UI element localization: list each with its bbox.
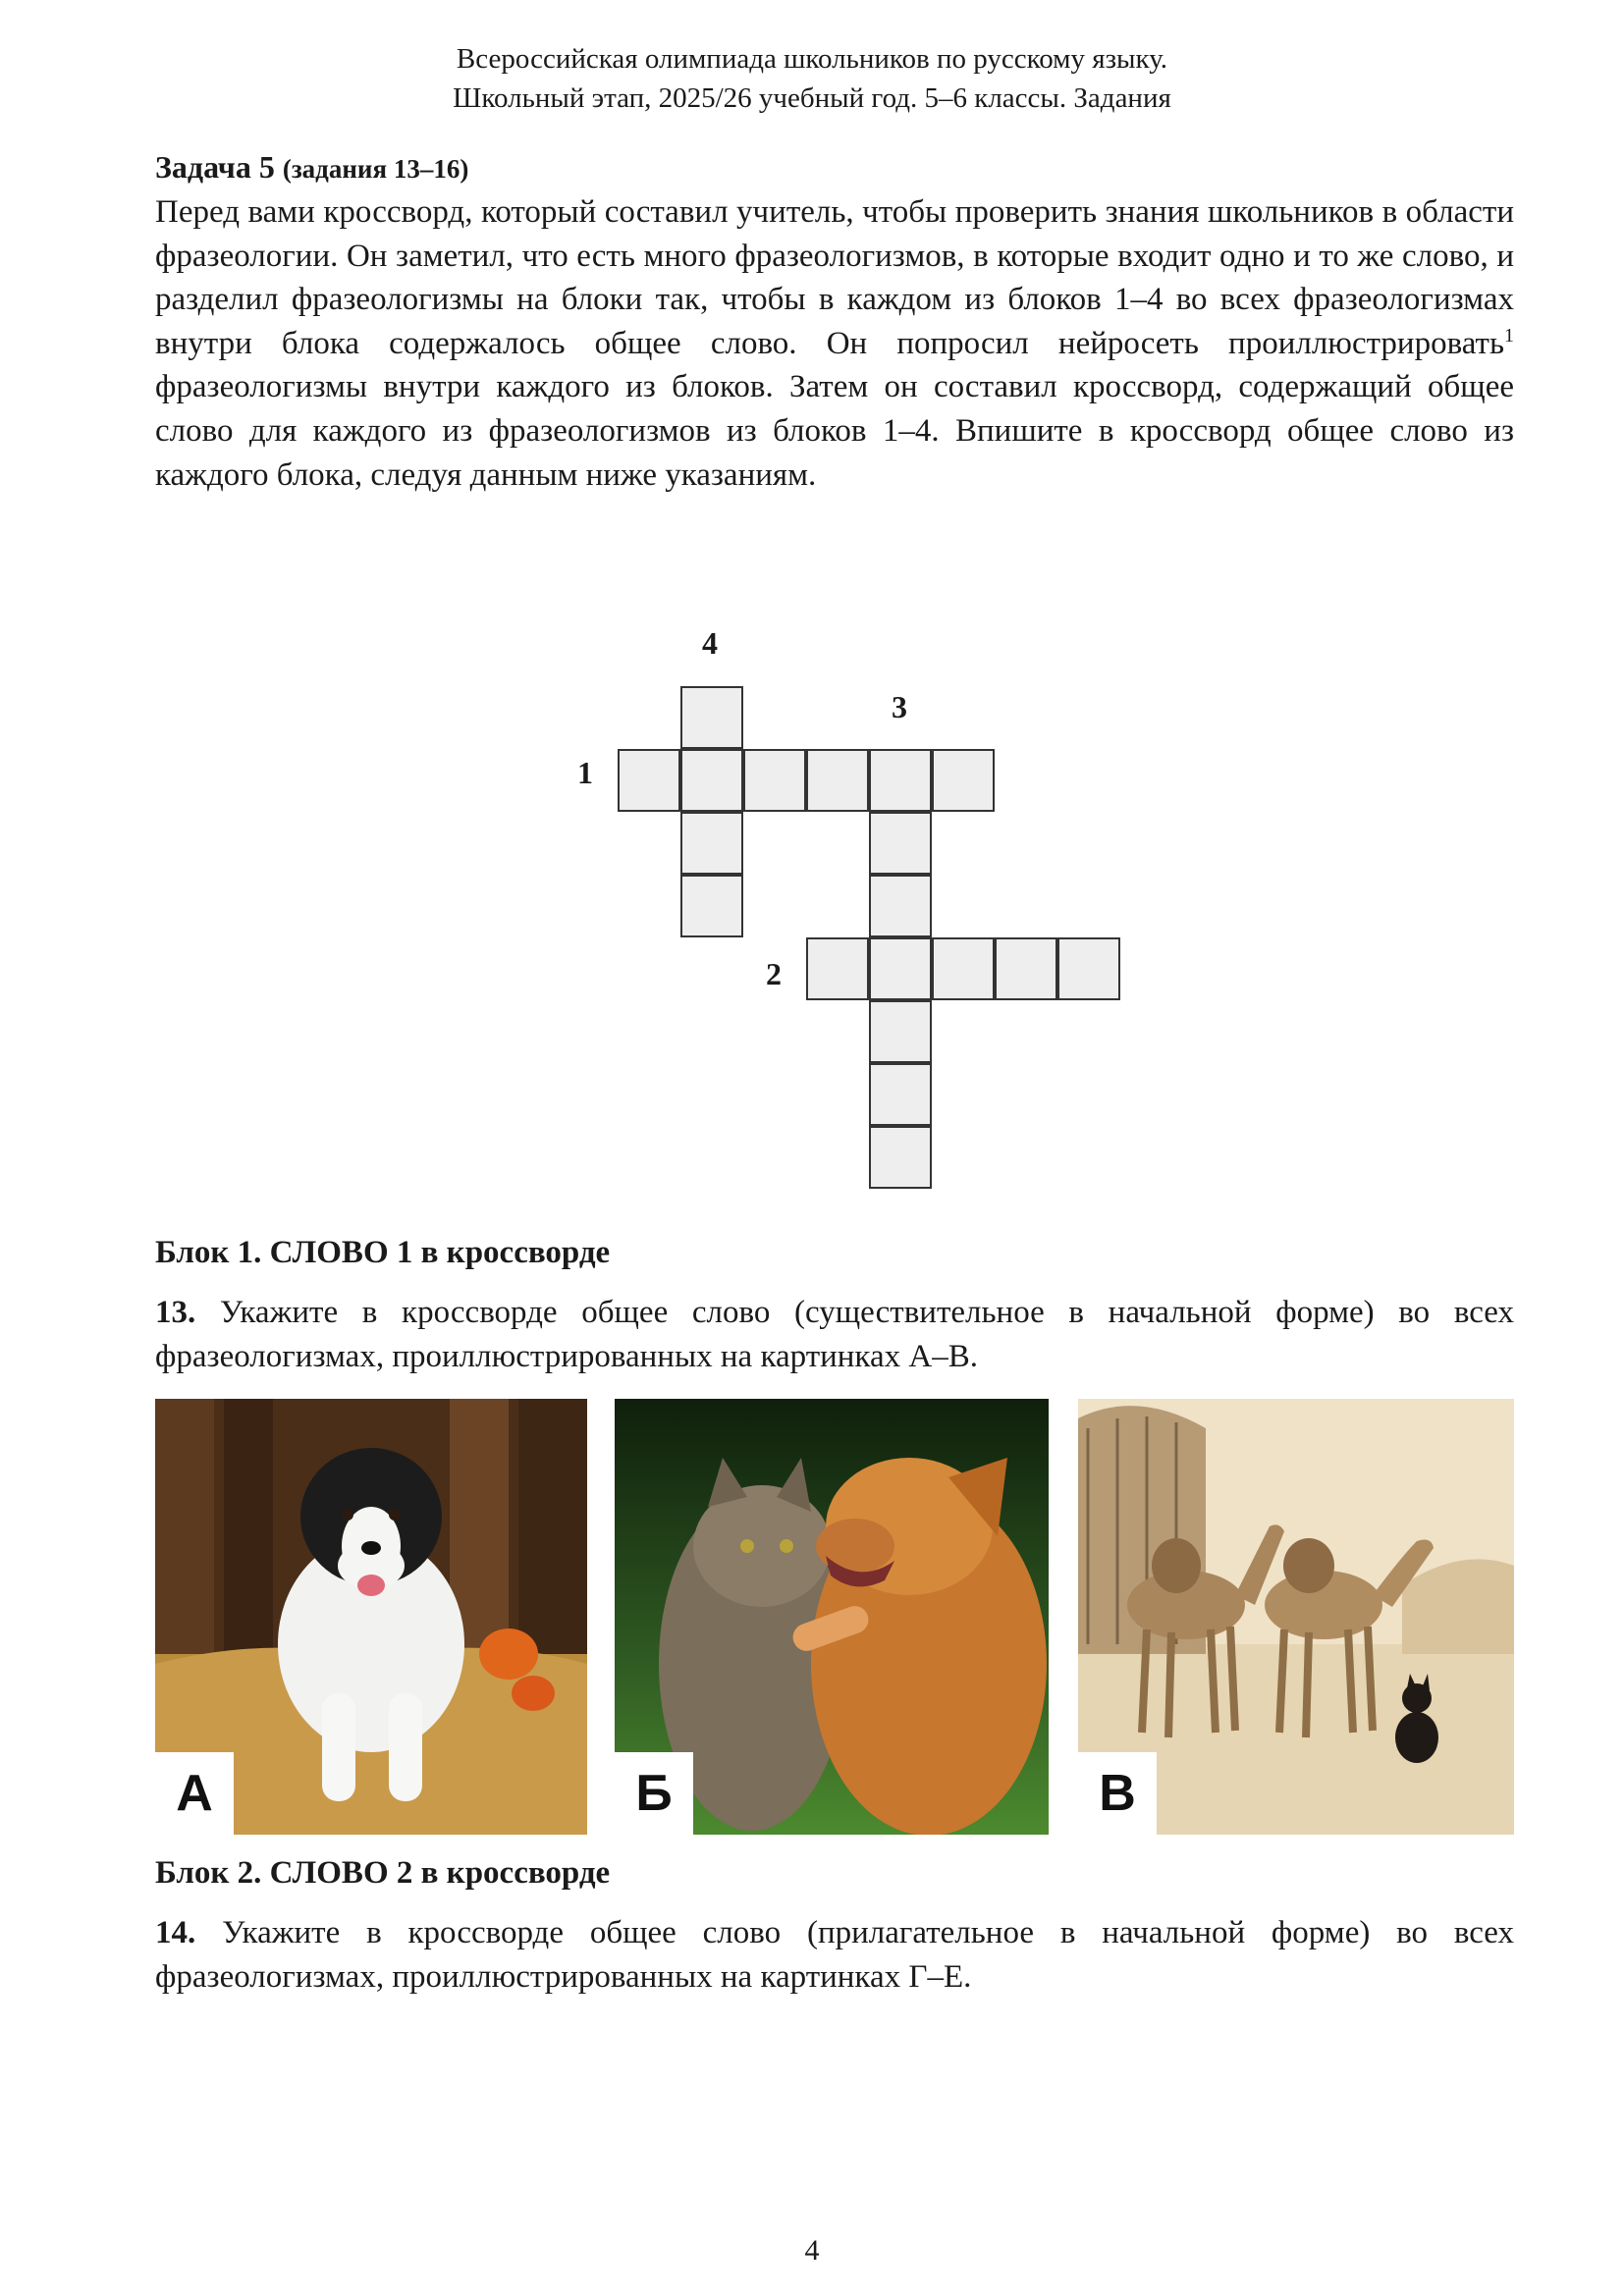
- crossword-cell[interactable]: [806, 749, 869, 812]
- crossword-cell[interactable]: [869, 1126, 932, 1189]
- crossword-cell[interactable]: [869, 1063, 932, 1126]
- task-14-body: Укажите в кроссворде общее слово (прилагательное в начальной форме) во всех фразеологизмах, проиллюстрированных на картинках Г–Е.: [155, 1915, 1514, 1995]
- task-13-body: Укажите в кроссворде общее слово (существительное в начальной форме) во всех фразеологизмах, проиллюстрированных на картинках А–В.: [155, 1295, 1514, 1374]
- crossword-number-3: 3: [892, 689, 907, 724]
- crossword-cell[interactable]: [680, 812, 743, 875]
- crossword-cell[interactable]: [995, 937, 1057, 1000]
- intro-text-2: фразеологизмы внутри каждого из блоков. Затем он составил кроссворд, содержащий общее слово для каждого из фразеологизмов из блоков 1–4. Впишите в кроссворд общее слово из каждого блока, следуя данным ниже указаниям.: [155, 369, 1514, 493]
- footnote-mark: 1: [1504, 324, 1514, 347]
- crossword-cell[interactable]: [1057, 937, 1120, 1000]
- crossword-cell[interactable]: [869, 875, 932, 937]
- crossword-cell[interactable]: [743, 749, 806, 812]
- crossword-cell[interactable]: [869, 937, 932, 1000]
- crossword-cell[interactable]: [680, 749, 743, 812]
- crossword-cell[interactable]: [680, 686, 743, 749]
- picture-b-cat-and-dog: [615, 1399, 1049, 1835]
- picture-c-camels-and-dog: [1078, 1399, 1514, 1835]
- crossword-cell[interactable]: [932, 937, 995, 1000]
- crossword-cell[interactable]: [869, 749, 932, 812]
- crossword-number-4: 4: [702, 625, 718, 661]
- page-number: 4: [804, 2234, 820, 2267]
- crossword-cell[interactable]: [932, 749, 995, 812]
- crossword-number-1: 1: [577, 755, 593, 790]
- task-13-text: [155, 1291, 1514, 1378]
- intro-text-1: Перед вами кроссворд, который составил учитель, чтобы проверить знания школьников в области фразеологии. Он заметил, что есть много фразеологизмов, в которые входит одно и то же слово, и разделил фразеологизмы на блоки так, чтобы в каждом из блоков 1–4 во всех фразеологизмах внутри блока содержалось общее слово. Он попросил нейросеть проиллюстрировать: [155, 194, 1514, 361]
- task-14-number: 14.: [155, 1915, 196, 1950]
- task-title-sub: (задания 13–16): [282, 154, 469, 184]
- picture-c-label: В: [1078, 1752, 1157, 1835]
- picture-a-dog-in-barn: [155, 1399, 587, 1835]
- task-13-number: 13.: [155, 1295, 196, 1330]
- crossword-number-2: 2: [766, 956, 782, 991]
- crossword-cell[interactable]: [869, 812, 932, 875]
- header-line-1: Всероссийская олимпиада школьников по русскому языку.: [456, 43, 1168, 75]
- task-14-text: [155, 1911, 1514, 1999]
- crossword-cell[interactable]: [618, 749, 680, 812]
- task-title-main: Задача 5: [155, 149, 275, 185]
- picture-b-label: Б: [615, 1752, 693, 1835]
- picture-a-label: А: [155, 1752, 234, 1835]
- block-1-title: Блок 1. СЛОВО 1 в кроссворде: [155, 1235, 611, 1270]
- crossword-cell[interactable]: [806, 937, 869, 1000]
- crossword-cell[interactable]: [869, 1000, 932, 1063]
- block-2-title: Блок 2. СЛОВО 2 в кроссворде: [155, 1855, 611, 1891]
- header-line-2: Школьный этап, 2025/26 учебный год. 5–6 классы. Задания: [453, 82, 1171, 114]
- crossword-cell[interactable]: [680, 875, 743, 937]
